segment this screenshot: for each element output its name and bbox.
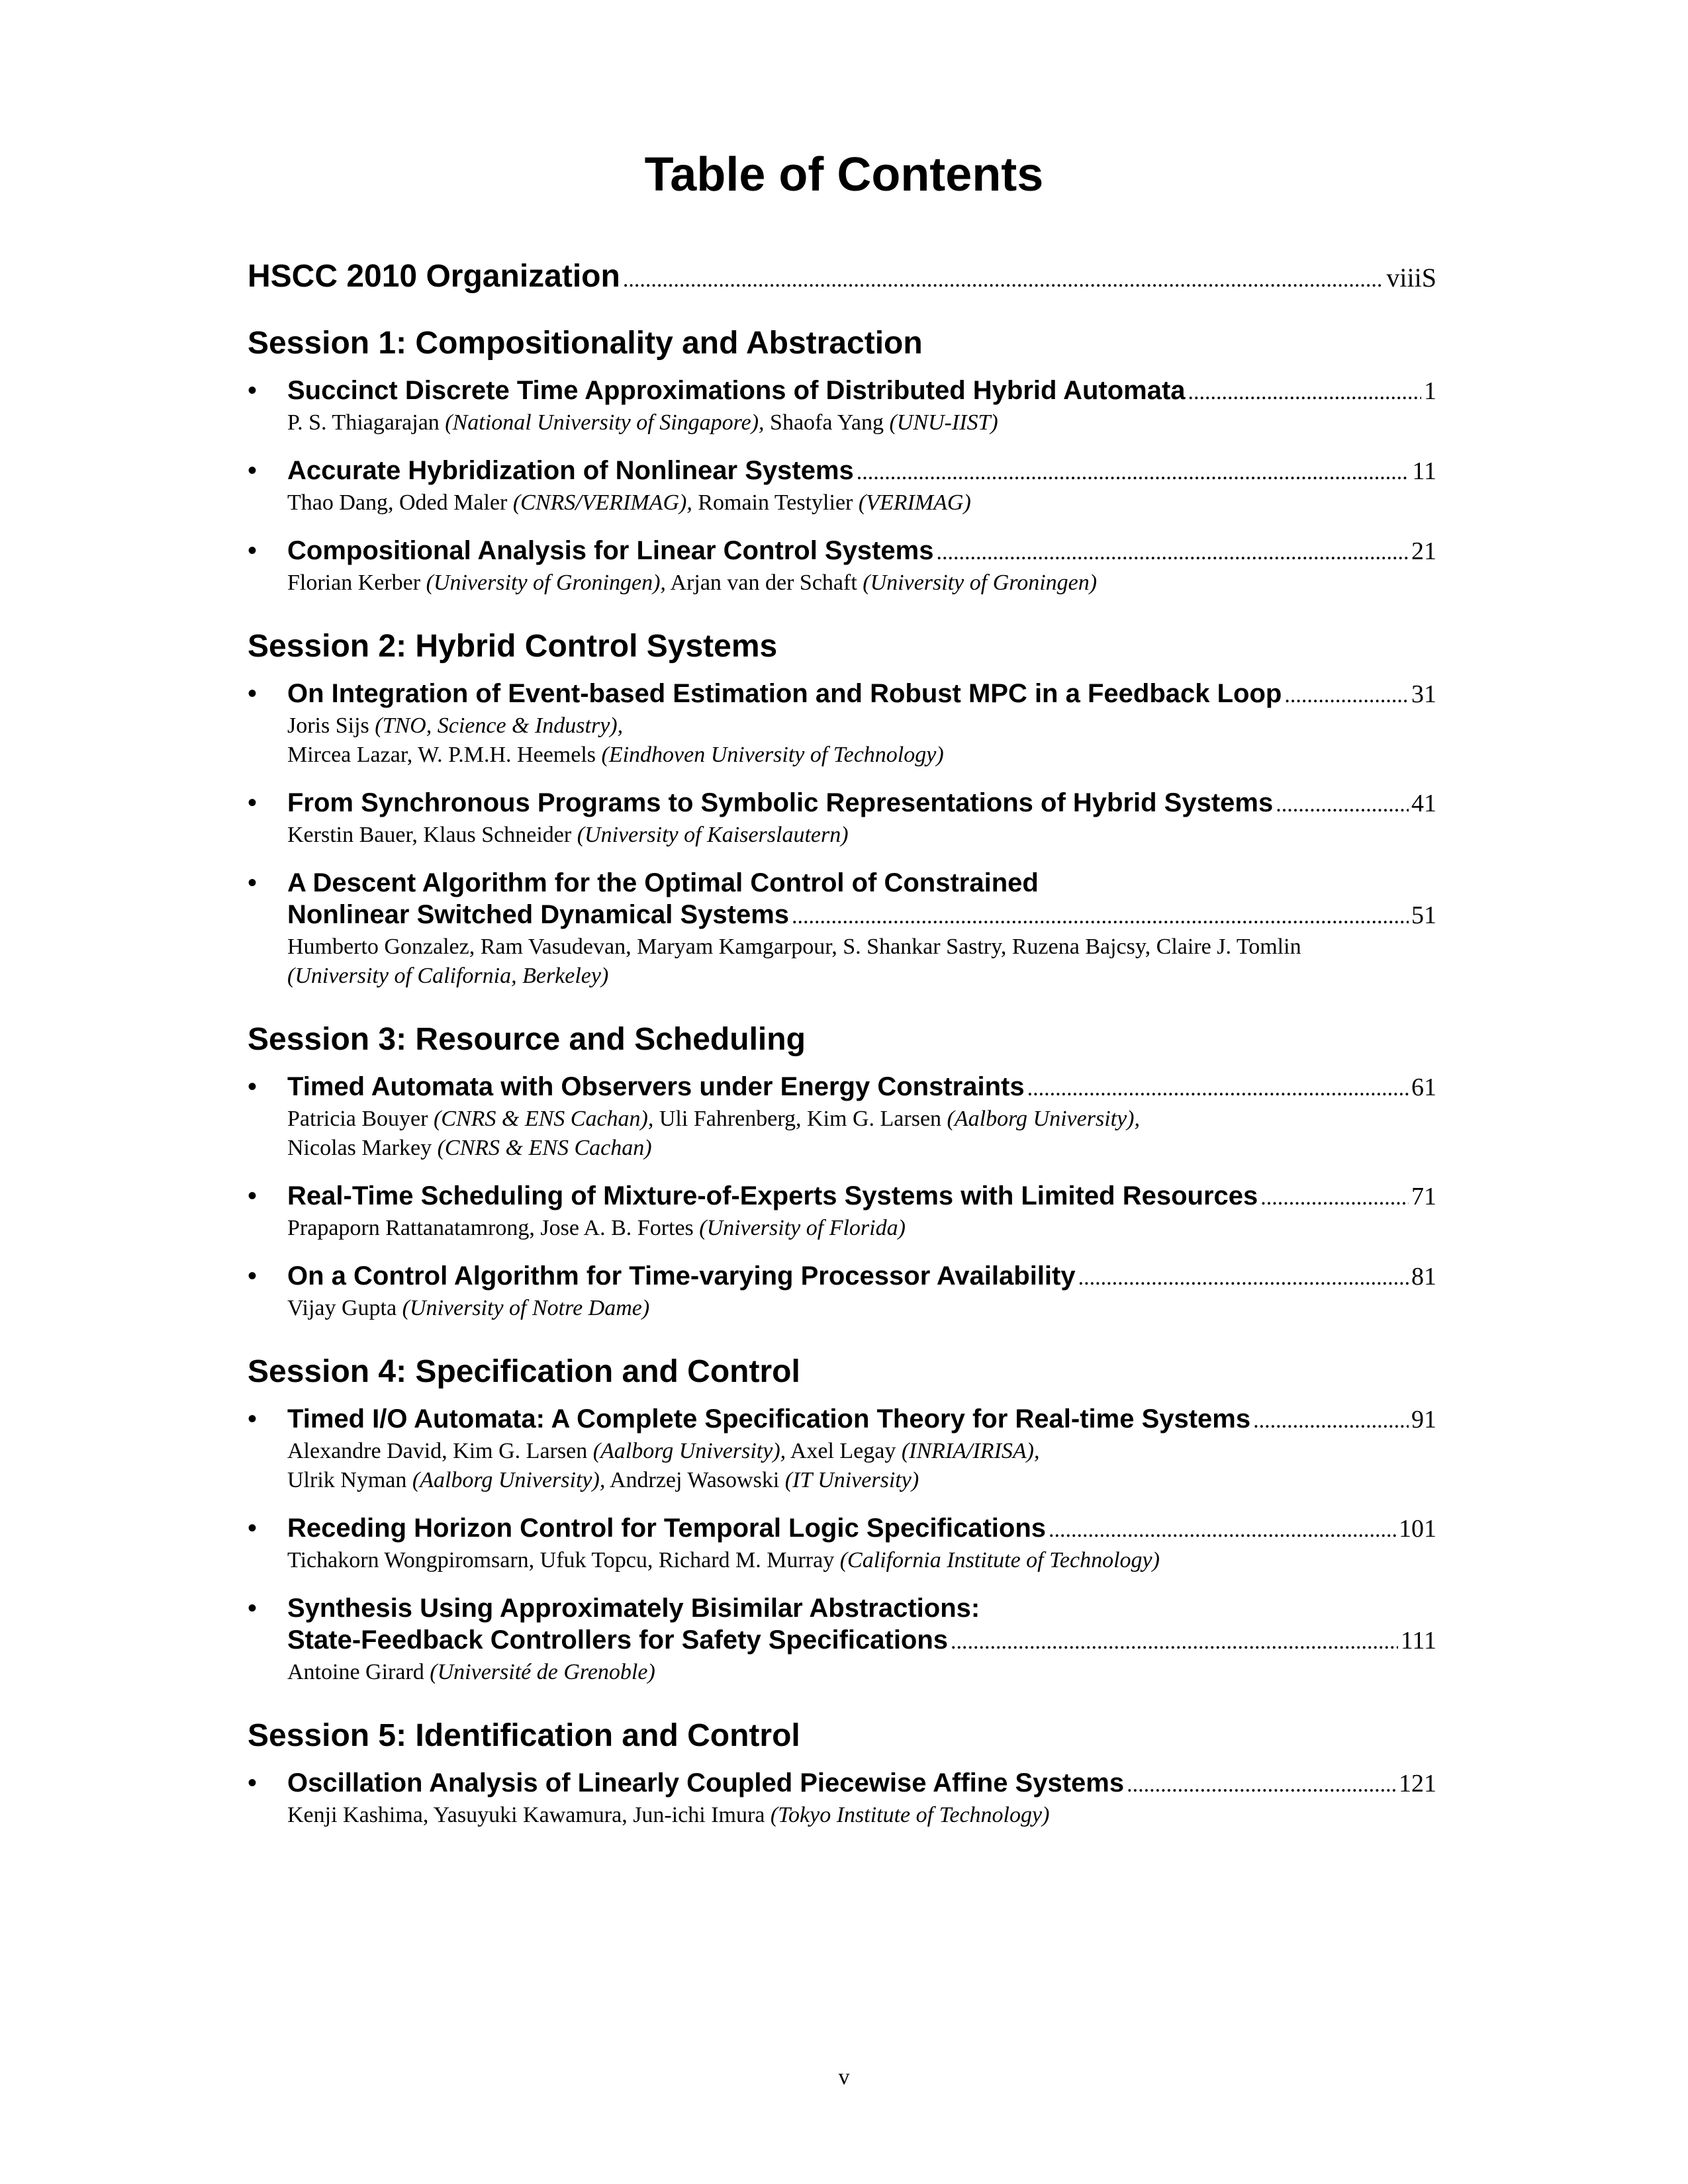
entry-authors: Humberto Gonzalez, Ram Vasudevan, Maryam Kamgarpour, S. Shankar Sastry, Ruzena Bajcsy, Claire J. Tomlin [287,934,1301,959]
toc-entry [248,535,1436,598]
entry-page: 31 [1411,680,1436,708]
entry-page: 71 [1411,1183,1436,1210]
bullet-icon: • [248,376,258,405]
session-heading: Session 4: Specification and Control [248,1354,800,1389]
entry-title[interactable]: Oscillation Analysis of Linearly Coupled Piecewise Affine Systems [287,1768,1125,1797]
toc-entry [248,678,1436,770]
entry-authors: Joris Sijs (TNO, Science & Industry), [287,713,624,738]
session-3 [248,1021,1436,1323]
entry-title[interactable]: On a Control Algorithm for Time-varying Processor Availability [287,1261,1076,1291]
bullet-icon: • [248,788,258,817]
entry-page: 121 [1399,1770,1436,1797]
toc-content [248,258,1436,1847]
bullet-icon: • [248,1404,258,1433]
session-heading: Session 5: Identification and Control [248,1718,800,1753]
bullet-icon: • [248,679,258,708]
bullet-icon: • [248,1261,258,1291]
dot-leader [951,1626,1398,1658]
dot-leader [1188,377,1421,408]
bullet-icon: • [248,1181,258,1210]
session-heading: Session 2: Hybrid Control Systems [248,629,778,664]
entry-title[interactable]: Timed I/O Automata: A Complete Specification Theory for Real-time Systems [287,1404,1251,1433]
session-2 [248,628,1436,991]
entry-page: 81 [1411,1263,1436,1291]
entry-title[interactable]: Real-Time Scheduling of Mixture-of-Experts Systems with Limited Resources [287,1181,1258,1210]
toc-entry [248,1260,1436,1323]
toc-entry [248,1071,1436,1163]
toc-entry [248,1403,1436,1495]
entry-authors-line2: Mircea Lazar, W. P.M.H. Heemels (Eindhoven University of Technology) [287,743,944,767]
entry-title-line1[interactable]: Synthesis Using Approximately Bisimilar Abstractions: [287,1594,980,1623]
entry-authors: Thao Dang, Oded Maler (CNRS/VERIMAG), Romain Testylier (VERIMAG) [287,490,971,515]
entry-authors: Vijay Gupta (University of Notre Dame) [287,1296,650,1320]
bullet-icon: • [248,1514,258,1543]
bullet-icon: • [248,456,258,485]
entry-title[interactable]: Succinct Discrete Time Approximations of Distributed Hybrid Automata [287,376,1186,405]
entry-authors: Florian Kerber (University of Groningen), Arjan van der Schaft (University of Groningen) [287,570,1098,595]
entry-authors: Antoine Girard (Université de Grenoble) [287,1660,655,1684]
dot-leader [1078,1262,1409,1294]
toc-entry [248,1180,1436,1243]
entry-authors: Alexandre David, Kim G. Larsen (Aalborg University), Axel Legay (INRIA/IRISA), [287,1439,1040,1463]
entry-authors: Prapaporn Rattanatamrong, Jose A. B. Fortes (University of Florida) [287,1216,906,1240]
entry-page: 111 [1400,1627,1436,1655]
toc-entry [248,455,1436,518]
organization-label: HSCC 2010 Organization [248,259,620,294]
bullet-icon: • [248,536,258,565]
dot-leader [792,901,1409,933]
dot-leader [623,267,1384,293]
dot-leader [1276,789,1409,821]
dot-leader [1127,1769,1396,1801]
entry-page: 21 [1411,537,1436,565]
entry-title-line1[interactable]: A Descent Algorithm for the Optimal Control of Constrained [287,868,1039,897]
session-5 [248,1717,1436,1830]
session-4 [248,1353,1436,1687]
entry-page: 1 [1424,377,1436,405]
dot-leader [1260,1182,1409,1214]
page-number: v [838,2065,850,2089]
entry-page: 101 [1399,1515,1436,1543]
entry-authors: Kerstin Bauer, Klaus Schneider (University of Kaiserslautern) [287,823,849,847]
entry-authors-line2: (University of California, Berkeley) [287,964,609,988]
dot-leader [857,457,1410,488]
session-heading: Session 1: Compositionality and Abstraction [248,326,923,361]
entry-authors: Patricia Bouyer (CNRS & ENS Cachan), Uli Fahrenberg, Kim G. Larsen (Aalborg University), [287,1107,1141,1131]
toc-entry [248,867,1436,991]
entry-title[interactable]: Accurate Hybridization of Nonlinear Systems [287,456,854,485]
entry-title[interactable]: State-Feedback Controllers for Safety Specifications [287,1625,949,1655]
bullet-icon: • [248,1072,258,1101]
page-title: Table of Contents [644,148,1044,201]
entry-title[interactable]: Nonlinear Switched Dynamical Systems [287,900,790,929]
entry-page: 61 [1411,1073,1436,1101]
organization-page: viiiS [1386,263,1436,293]
dot-leader [936,537,1409,569]
entry-title[interactable]: On Integration of Event-based Estimation and Robust MPC in a Feedback Loop [287,679,1282,708]
entry-page: 11 [1412,457,1436,485]
toc-entry [248,1512,1436,1575]
entry-title[interactable]: From Synchronous Programs to Symbolic Representations of Hybrid Systems [287,788,1274,817]
bullet-icon: • [248,868,258,897]
toc-entry [248,787,1436,850]
entry-authors: Tichakorn Wongpiromsarn, Ufuk Topcu, Richard M. Murray (California Institute of Technology) [287,1548,1160,1572]
dot-leader [1027,1073,1409,1105]
entry-title[interactable]: Receding Horizon Control for Temporal Logic Specifications [287,1514,1047,1543]
entry-authors-line2: Ulrik Nyman (Aalborg University), Andrzej Wasowski (IT University) [287,1468,919,1492]
toc-entry [248,375,1436,437]
entry-authors: P. S. Thiagarajan (National University of Singapore), Shaofa Yang (UNU-IIST) [287,410,998,435]
entry-title[interactable]: Compositional Analysis for Linear Control Systems [287,536,934,565]
toc-entry [248,1767,1436,1830]
session-1 [248,325,1436,598]
entry-authors-line2: Nicolas Markey (CNRS & ENS Cachan) [287,1136,652,1160]
bullet-icon: • [248,1594,258,1623]
entry-title[interactable]: Timed Automata with Observers under Energy Constraints [287,1072,1025,1101]
dot-leader [1049,1514,1396,1546]
entry-page: 91 [1411,1406,1436,1433]
entry-page: 51 [1411,901,1436,929]
dot-leader [1284,680,1409,711]
entry-page: 41 [1411,790,1436,817]
session-heading: Session 3: Resource and Scheduling [248,1022,806,1057]
dot-leader [1253,1405,1409,1437]
organization-entry [248,258,1436,295]
toc-entry [248,1592,1436,1687]
entry-authors: Kenji Kashima, Yasuyuki Kawamura, Jun-ichi Imura (Tokyo Institute of Technology) [287,1803,1050,1827]
bullet-icon: • [248,1768,258,1797]
